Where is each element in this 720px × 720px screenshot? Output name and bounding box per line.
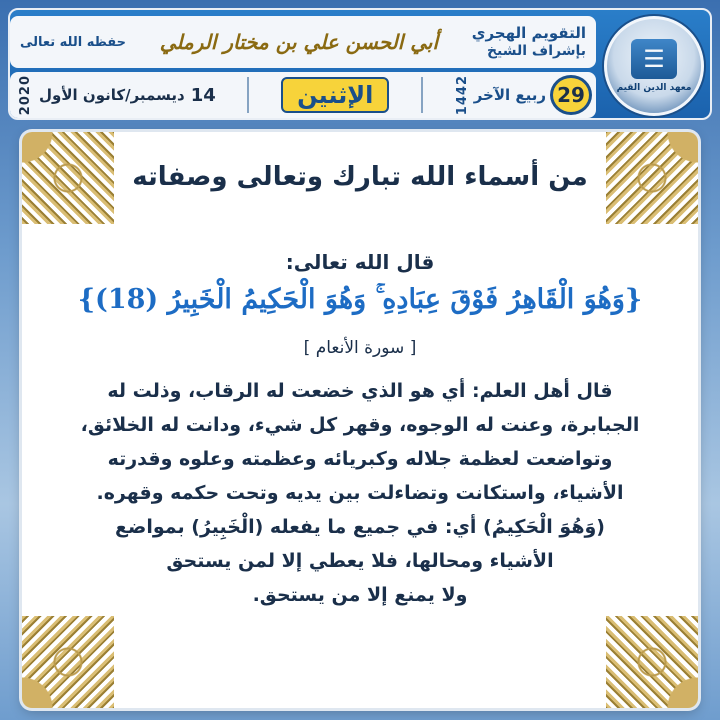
date-bar (10, 72, 596, 118)
explanation-text (62, 374, 658, 612)
logo-text: معهد الدين القيم (616, 83, 692, 93)
explanation-line: وتواضعت لعظمة جلاله وكبريائه وعظمته وعلوه وقدرته (107, 448, 613, 470)
hijri-day-badge: 29 (550, 75, 592, 115)
card-title: من أسماء الله تبارك وتعالى وصفاته (132, 162, 588, 192)
gregorian-date (18, 75, 216, 115)
weekday-label: الإثنين (281, 77, 389, 113)
sheikh-name: أبي الحسن علي بن مختار الرملي (159, 30, 439, 54)
explanation-line: الأشياء ومحالها، فلا يعطي إلا لمن يستحق (166, 550, 554, 572)
institute-logo (604, 16, 704, 116)
calendar-header (8, 8, 712, 120)
quote-intro: قال الله تعالى: (285, 250, 435, 274)
hijri-year: 1442 (454, 74, 470, 116)
gregorian-day: 14 (190, 84, 216, 106)
gregorian-year: 2020 (18, 74, 34, 116)
explanation-line: (وَهُوَ الْحَكِيمُ) أي: في جميع ما يفعله (الْخَبِيرُ) بمواضع (115, 516, 605, 538)
book-icon: ☰ (631, 39, 677, 79)
explanation-line: قال أهل العلم: أي هو الذي خضعت له الرقاب، وذلت له (107, 380, 613, 402)
quran-verse: {وَهُوَ الْقَاهِرُ فَوْقَ عِبَادِهِ ۚ وَهُوَ الْحَكِيمُ الْخَبِيرُ (18)} (77, 284, 643, 315)
hijri-date (455, 75, 592, 115)
explanation-line: الجبابرة، وعنت له الوجوه، وقهر كل شيء، ودانت له الخلائق، (80, 414, 640, 436)
surah-reference: [ سورة الأنعام ] (303, 338, 417, 358)
divider (247, 77, 249, 113)
supervision-label: بإشراف الشيخ (486, 42, 586, 59)
gregorian-month: ديسمبر/كانون الأول (39, 86, 185, 104)
blessing-text: حفظه الله تعالى (20, 34, 127, 50)
corner-ornament (22, 616, 114, 708)
corner-ornament (606, 616, 698, 708)
hijri-month: ربيع الآخر (473, 86, 546, 104)
corner-ornament (606, 132, 698, 224)
content-card (22, 132, 698, 708)
corner-ornament (22, 132, 114, 224)
title-bar (10, 16, 596, 68)
explanation-line: الأشياء، واستكانت وتضاءلت بين يديه وتحت حكمه وقهره. (96, 482, 624, 504)
calendar-title: التقويم الهجري (471, 24, 586, 43)
divider (421, 77, 423, 113)
explanation-line: ولا يمنع إلا من يستحق. (252, 584, 468, 606)
calendar-title-group (472, 25, 586, 58)
